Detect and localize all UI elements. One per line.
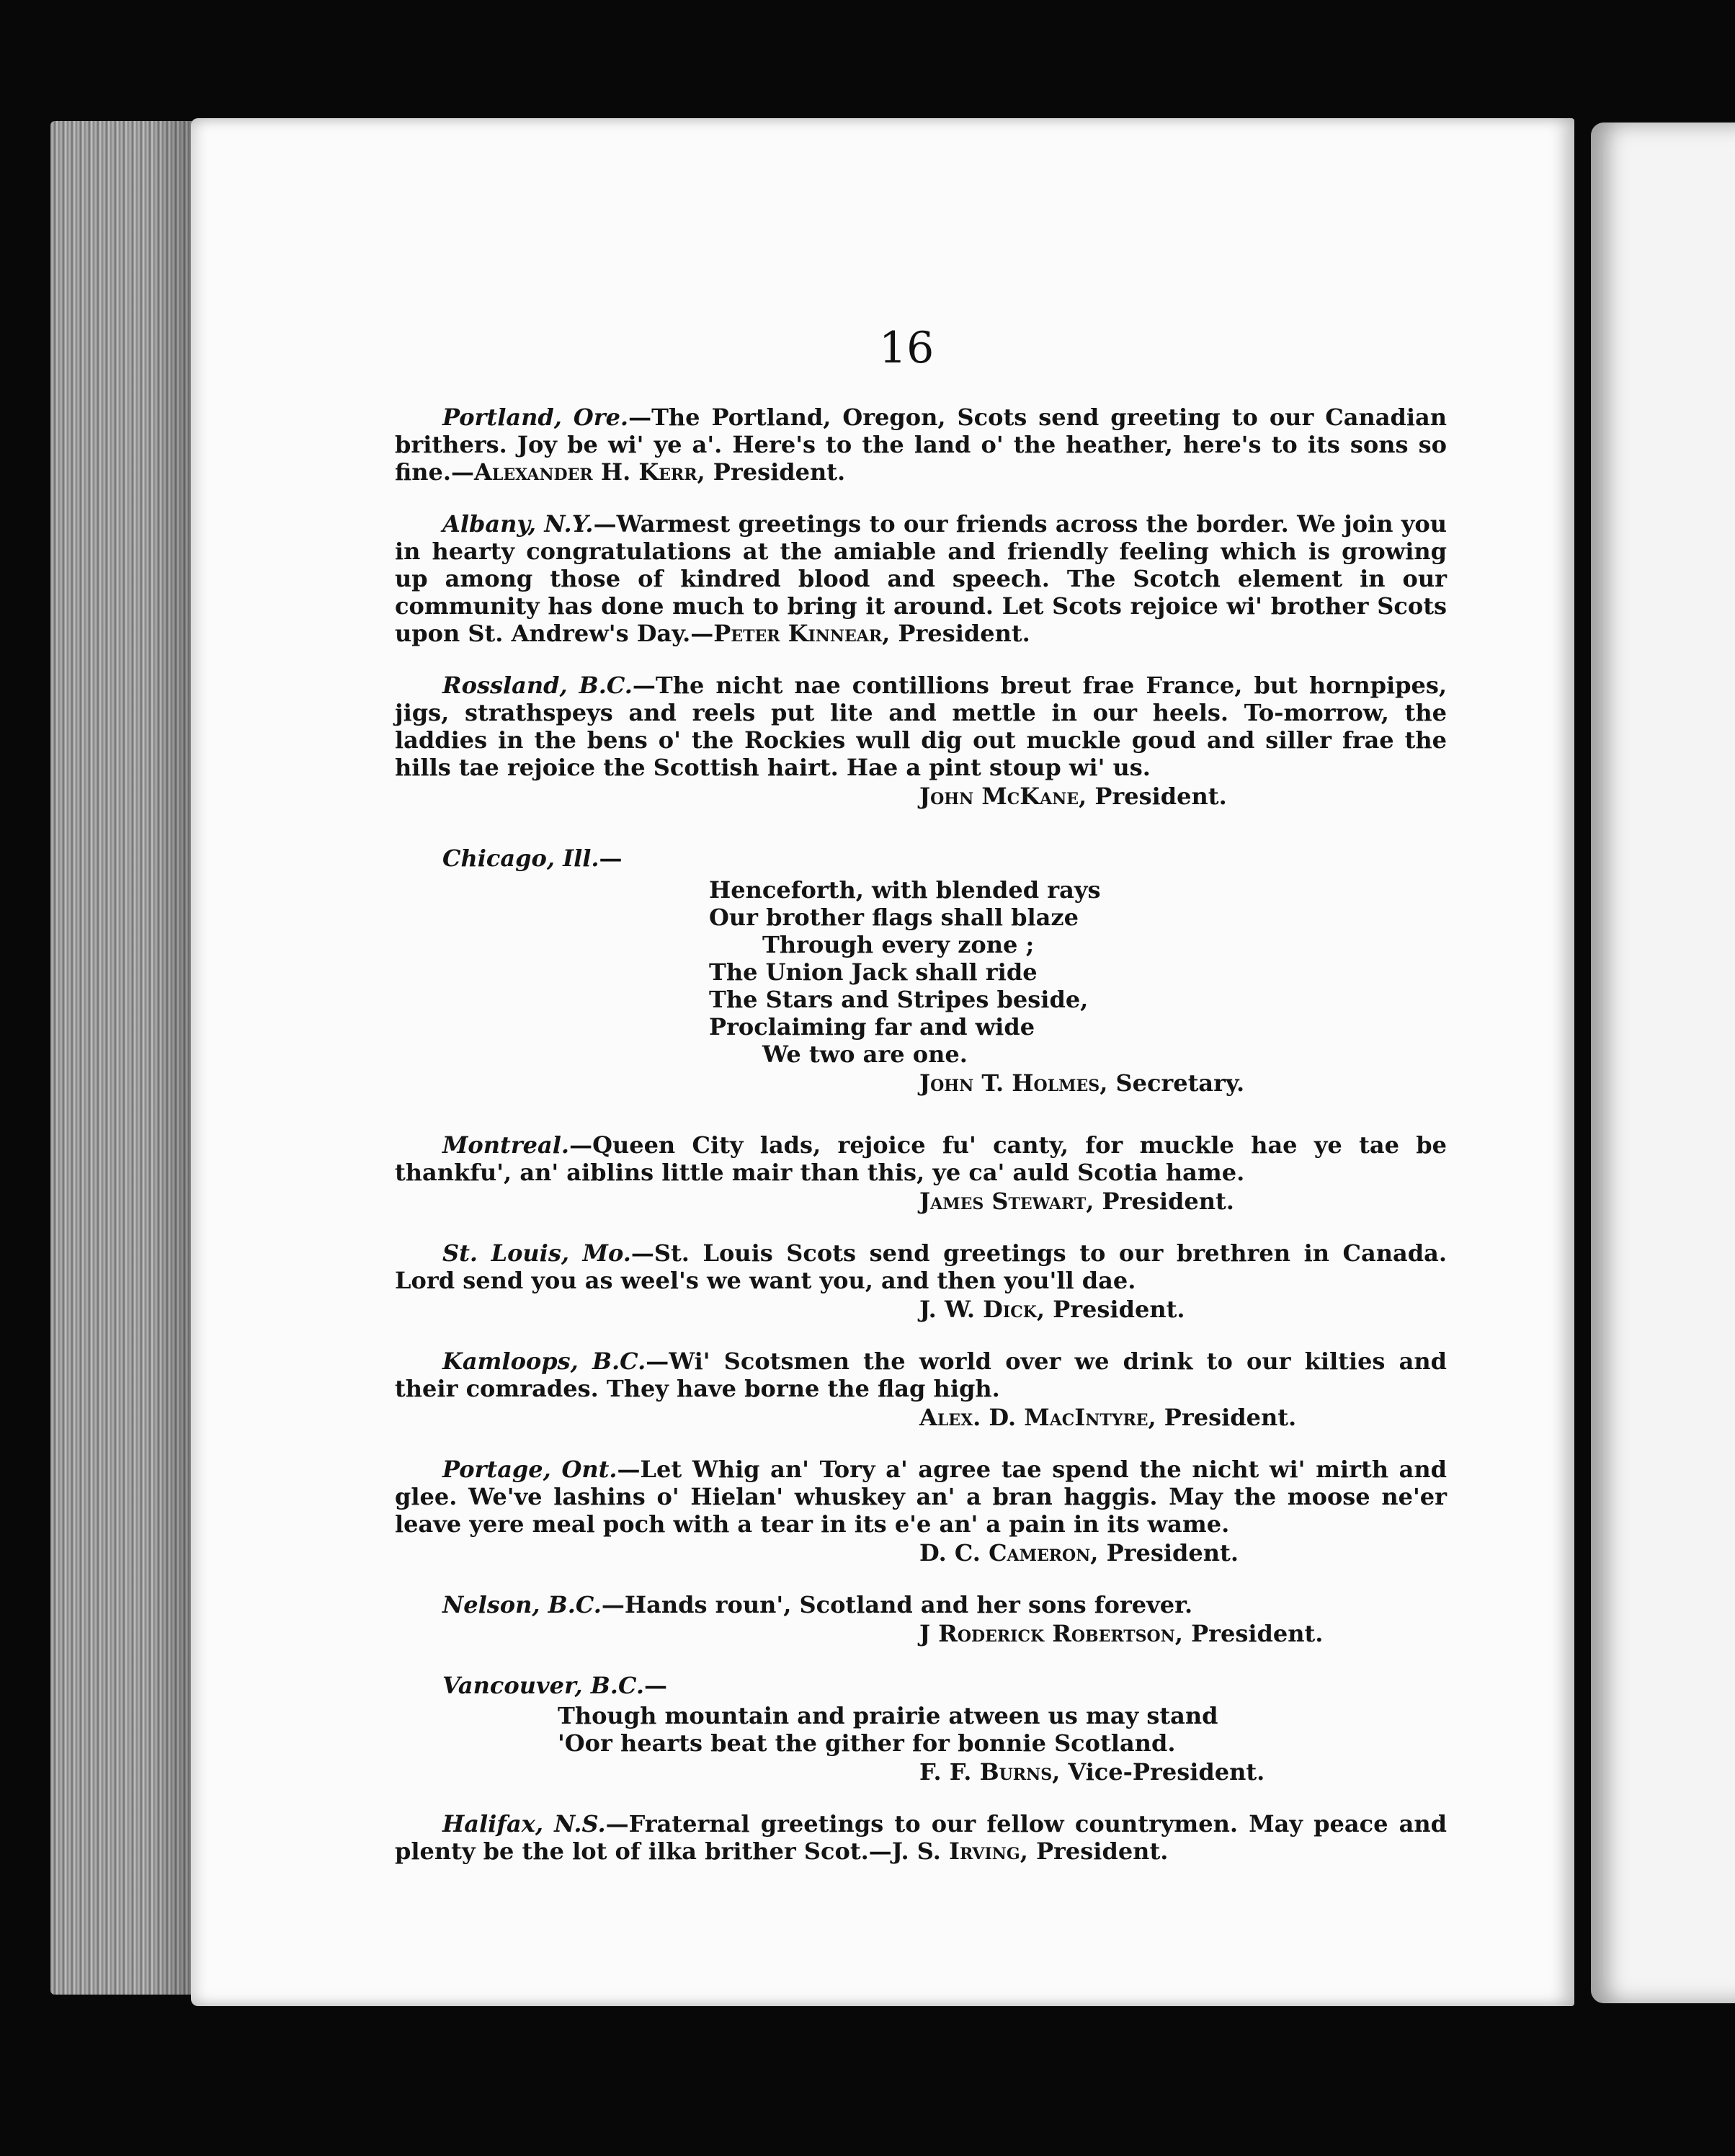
place-name: Kamloops, B.C. <box>442 1348 646 1375</box>
entry-vancouver <box>395 1672 1447 1786</box>
signature-line <box>395 1620 1447 1647</box>
greeting-text: The Portland, Oregon, Scots send greeting to our Canadian brithers. Joy be wi' ye a'. Here's to the land o' the heather, here's to its sons so fine. <box>395 404 1448 486</box>
poem-line: Proclaiming far and wide <box>709 1013 1035 1041</box>
entry-chicago <box>395 845 1447 1097</box>
signature-line <box>395 1188 1447 1215</box>
signer-role: , President. <box>697 458 846 486</box>
signer-role: , Secretary. <box>1100 1069 1245 1097</box>
entry-paragraph: Nelson, B.C.—Hands roun', Scotland and her sons forever. <box>442 1591 1193 1618</box>
signer-role: , President. <box>1036 1296 1185 1323</box>
poem-line: 'Oor hearts beat the gither for bonnie Scotland. <box>558 1729 1176 1757</box>
page-content <box>395 404 1447 1889</box>
signer-name: John T. Holmes <box>919 1069 1100 1097</box>
poem-line: We two are one. <box>762 1041 968 1068</box>
signer-name: J Roderick Robertson <box>919 1620 1175 1647</box>
greeting-text: The nicht nae contillions breut frae France, but hornpipes, jigs, strathspeys and reels put lite and mettle in our heels. To-morrow, the laddies in the bens o' the Rockies wull dig out muckle goud and siller frae the hills tae rejoice the Scottish hairt. Hae a pint stoup wi' us. <box>395 672 1448 781</box>
signer-role: , President. <box>1090 1539 1239 1567</box>
greeting-text: Let Whig an' Tory a' agree tae spend the nicht wi' mirth and glee. We've lashins o' Hielan' whuskey an' a bran haggis. May the moose ne'er leave yere meal poch with a tear in its e'e an' a pain in its wame. <box>395 1456 1448 1538</box>
place-name: Portage, Ont. <box>442 1456 617 1483</box>
signer-role: , President. <box>1020 1838 1169 1865</box>
entry-paragraph: Portland, Ore.—The Portland, Oregon, Scots send greeting to our Canadian brithers. Joy be wi' ye a'. Here's to the land o' the heather, here's to its sons so fine.—Alexander H. Kerr, President. <box>395 404 1448 486</box>
poem-line: The Stars and Stripes beside, <box>709 986 1089 1013</box>
entry-portage <box>395 1456 1447 1567</box>
entry-paragraph: Rossland, B.C.—The nicht nae contillions breut frae France, but hornpipes, jigs, strathspeys and reels put lite and mettle in our heels. To-morrow, the laddies in the bens o' the Rockies wull dig out muckle goud and siller frae the hills tae rejoice the Scottish hairt. Hae a pint stoup wi' us. <box>395 672 1448 781</box>
signer-role: , President. <box>882 620 1030 647</box>
entry-rossland <box>395 672 1447 810</box>
signer-name: John McKane <box>919 783 1079 810</box>
signature-line <box>395 1539 1447 1567</box>
signature-line <box>395 1404 1447 1431</box>
entry-paragraph: Halifax, N.S.—Fraternal greetings to our fellow countrymen. May peace and plenty be the lot of ilka brither Scot.—J. S. Irving, President. <box>395 1810 1448 1865</box>
poem <box>395 876 1447 1068</box>
signer-name: James Stewart <box>919 1188 1087 1215</box>
signature-line <box>395 1296 1447 1323</box>
entry-halifax <box>395 1810 1447 1865</box>
page-number: 16 <box>879 323 935 373</box>
signer-name: Alex. D. MacIntyre <box>919 1404 1149 1431</box>
signer-name: F. F. Burns <box>919 1758 1053 1786</box>
signer-name: J. W. Dick <box>919 1296 1037 1323</box>
entry-paragraph: Montreal.—Queen City lads, rejoice fu' canty, for muckle hae ye tae be thankfu', an' aiblins little mair than this, ye ca' auld Scotia hame. <box>395 1131 1447 1186</box>
signer-name: Peter Kinnear <box>713 620 883 647</box>
greeting-text: Queen City lads, rejoice fu' canty, for muckle hae ye tae be thankfu', an' aiblins little mair than this, ye ca' auld Scotia hame. <box>395 1131 1447 1186</box>
entry-albany <box>395 510 1447 647</box>
signature-line <box>395 1069 1447 1097</box>
greeting-text: Warmest greetings to our friends across the border. We join you in hearty congratulations at the amiable and friendly feeling which is growing up among those of kindred blood and speech. The Scotch element in our community has done much to bring it around. Let Scots rejoice wi' brother Scots upon St. Andrew's Day. <box>395 510 1448 647</box>
entry-montreal <box>395 1131 1447 1215</box>
page-edges <box>50 121 195 1995</box>
poem-line: Henceforth, with blended rays <box>709 876 1101 904</box>
place-name: Nelson, B.C. <box>442 1591 602 1618</box>
entry-paragraph: Kamloops, B.C.—Wi' Scotsmen the world over we drink to our kilties and their comrades. They have borne the flag high. <box>395 1348 1448 1402</box>
signer-name: Alexander H. Kerr <box>474 458 697 486</box>
poem-line: Through every zone ; <box>762 931 1035 958</box>
place-name: Chicago, Ill. <box>442 845 599 872</box>
signer-role: , President. <box>1148 1404 1297 1431</box>
facing-page <box>1591 122 1735 2003</box>
place-name: Montreal. <box>442 1131 570 1159</box>
signature-line <box>395 783 1447 810</box>
entry-paragraph: St. Louis, Mo.—St. Louis Scots send greetings to our brethren in Canada. Lord send you as weel's we want you, and then you'll dae. <box>395 1239 1448 1294</box>
entry-kamloops <box>395 1348 1447 1431</box>
entry-paragraph: Albany, N.Y.—Warmest greetings to our friends across the border. We join you in hearty congratulations at the amiable and friendly feeling which is growing up among those of kindred blood and speech. The Scotch element in our community has done much to bring it around. Let Scots rejoice wi' brother Scots upon St. Andrew's Day.—Peter Kinnear, President. <box>395 510 1448 647</box>
signature-line <box>395 1758 1447 1786</box>
greeting-text: Wi' Scotsmen the world over we drink to our kilties and their comrades. They have borne the flag high. <box>395 1348 1448 1402</box>
poem-line: Though mountain and prairie atween us may stand <box>558 1702 1218 1729</box>
poem-line: The Union Jack shall ride <box>709 958 1038 986</box>
greeting-text: Fraternal greetings to our fellow countrymen. May peace and plenty be the lot of ilka brither Scot. <box>395 1810 1448 1865</box>
place-name: Rossland, B.C. <box>442 672 633 699</box>
entry-paragraph: Portage, Ont.—Let Whig an' Tory a' agree tae spend the nicht wi' mirth and glee. We've lashins o' Hielan' whuskey an' a bran haggis. May the moose ne'er leave yere meal poch with a tear in its e'e an' a pain in its wame. <box>395 1456 1448 1538</box>
greeting-text: St. Louis Scots send greetings to our brethren in Canada. Lord send you as weel's we want you, and then you'll dae. <box>395 1239 1448 1294</box>
greeting-text: Hands roun', Scotland and her sons forever. <box>624 1591 1193 1618</box>
entry-heading: Chicago, Ill.— <box>442 845 623 872</box>
place-name: Vancouver, B.C. <box>442 1672 644 1699</box>
entry-portland <box>395 404 1447 486</box>
entry-heading: Vancouver, B.C.— <box>442 1672 667 1699</box>
entry-st-louis <box>395 1239 1447 1323</box>
signer-name: J. S. Irving <box>891 1838 1020 1865</box>
place-name: St. Louis, Mo. <box>442 1239 631 1267</box>
signer-role: , President. <box>1174 1620 1324 1647</box>
signer-role: , President. <box>1086 1188 1234 1215</box>
place-name: Portland, Ore. <box>442 404 629 431</box>
poem <box>395 1702 1447 1757</box>
place-name: Halifax, N.S. <box>442 1810 606 1838</box>
poem-line: Our brother flags shall blaze <box>709 904 1079 931</box>
entry-nelson <box>395 1591 1447 1647</box>
signer-name: D. C. Cameron <box>919 1539 1091 1567</box>
signer-role: , President. <box>1079 783 1227 810</box>
signer-role: , Vice-President. <box>1052 1758 1265 1786</box>
place-name: Albany, N.Y. <box>442 510 594 538</box>
